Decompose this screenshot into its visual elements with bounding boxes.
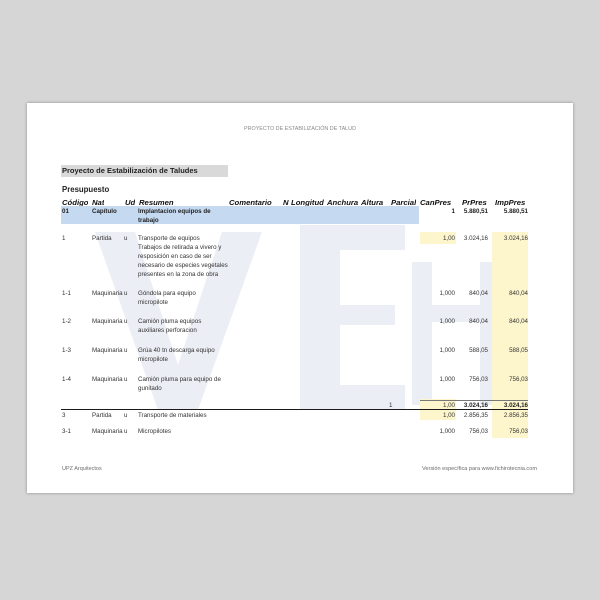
cell-imppres: 756,03 (509, 375, 528, 383)
table-row (27, 317, 573, 334)
cell-parcial: 1 (389, 401, 393, 409)
column-header-n: N (283, 199, 289, 206)
cell-imppres: 588,05 (509, 346, 528, 354)
cell-nat: Partida (92, 234, 112, 242)
cell-nat: Maquinaria (92, 375, 123, 383)
cell-resumen: Implantacion equipos de trabajo (138, 207, 211, 224)
table-row (27, 346, 573, 363)
cell-nat: Maquinaria (92, 427, 123, 435)
table-row-subtotal (27, 401, 573, 410)
cell-imppres: 2.856,35 (503, 411, 528, 419)
cell-prpres: 3.024,16 (463, 234, 488, 242)
cell-canpres: 1,000 (439, 375, 455, 383)
document-title: Proyecto de Estabilización de Taludes (62, 166, 198, 175)
cell-resumen: Grúa 40 tn descarga equipo micropilote (138, 346, 215, 363)
table-row-chapter (27, 207, 573, 224)
cell-imppres: 840,04 (509, 289, 528, 297)
cell-texto: Trabajos de retirada a vivero y resposición en caso de ser necesario de especies vegetales presentes en la zona de obra (138, 243, 228, 278)
cell-codigo: 3 (62, 411, 66, 419)
cell-prpres: 3.024,16 (463, 401, 488, 409)
cell-canpres: 1,000 (439, 317, 455, 325)
cell-imppres: 3.024,16 (503, 401, 528, 409)
cell-nat: Maquinaria (92, 346, 123, 354)
running-header: PROYECTO DE ESTABILIZACIÓN DE TALUD (244, 125, 356, 132)
table-row (27, 234, 573, 278)
table-row (27, 411, 573, 420)
column-header-resumen: Resumen (139, 199, 174, 206)
footer-author: UPZ Arquitectos (62, 465, 102, 472)
cell-canpres: 1,000 (439, 427, 455, 435)
cell-resumen: Micropilotes (138, 427, 172, 435)
cell-imppres: 5.880,51 (503, 207, 528, 215)
cell-prpres: 2.856,35 (463, 411, 488, 419)
cell-ud: u (124, 234, 128, 242)
column-header-codigo: Código (62, 199, 89, 206)
cell-prpres: 588,05 (469, 346, 488, 354)
cell-ud: u (124, 411, 128, 419)
cell-imppres: 756,03 (509, 427, 528, 435)
cell-canpres: 1,00 (442, 401, 455, 409)
cell-canpres: 1,00 (442, 234, 455, 242)
cell-codigo: 1-1 (62, 289, 71, 297)
cell-resumen: Camión pluma equipos auxiliares perforacion (138, 317, 202, 334)
cell-resumen: Transporte de materiales (138, 411, 207, 419)
cell-canpres: 1,00 (442, 411, 455, 419)
document-page (27, 103, 573, 493)
column-header-canpres: CanPres (420, 199, 452, 206)
cell-nat: Capítulo (92, 207, 117, 215)
cell-resumen: Transporte de equipos (138, 234, 200, 242)
cell-ud: u (124, 375, 128, 383)
cell-prpres: 5.880,51 (463, 207, 488, 215)
cell-codigo: 3-1 (62, 427, 71, 435)
cell-codigo: 1-4 (62, 375, 71, 383)
column-header-imppres: ImpPres (495, 199, 526, 206)
cell-prpres: 756,03 (469, 375, 488, 383)
column-header-prpres: PrPres (462, 199, 487, 206)
cell-ud: u (124, 317, 128, 325)
cell-imppres: 3.024,16 (503, 234, 528, 242)
cell-prpres: 756,03 (469, 427, 488, 435)
column-header-comentario: Comentario (229, 199, 272, 206)
cell-codigo: 1-2 (62, 317, 71, 325)
column-header-ud: Ud (125, 199, 136, 206)
cell-canpres: 1,000 (439, 289, 455, 297)
table-row (27, 375, 573, 392)
cell-prpres: 840,04 (469, 289, 488, 297)
cell-resumen: Camión pluma para equipo de gunitado (138, 375, 221, 392)
cell-nat: Partida (92, 411, 112, 419)
watermark-shape-h (412, 262, 500, 405)
cell-imppres: 840,04 (509, 317, 528, 325)
cell-prpres: 840,04 (469, 317, 488, 325)
cell-codigo: 01 (62, 207, 69, 215)
column-header-altura: Altura (361, 199, 384, 206)
cell-resumen: Góndola para equipo micropilote (138, 289, 196, 306)
cell-ud: u (124, 346, 128, 354)
footer-version: Versión específica para www.fichirotecnia.com (421, 465, 537, 472)
cell-codigo: 1-3 (62, 346, 71, 354)
cell-codigo: 1 (62, 234, 66, 242)
cell-nat: Maquinaria (92, 289, 123, 297)
column-header-anchura: Anchura (327, 199, 359, 206)
column-header-nat: Nat (92, 199, 105, 206)
cell-nat: Maquinaria (92, 317, 123, 325)
column-header-parcial: Parcial (391, 199, 417, 206)
column-header-longitud: Longitud (291, 199, 324, 206)
cell-canpres: 1,000 (439, 346, 455, 354)
cell-ud: u (124, 289, 128, 297)
table-row (27, 289, 573, 306)
section-heading: Presupuesto (62, 185, 110, 194)
cell-ud: u (124, 427, 128, 435)
table-row (27, 427, 573, 436)
cell-canpres: 1 (451, 207, 455, 215)
